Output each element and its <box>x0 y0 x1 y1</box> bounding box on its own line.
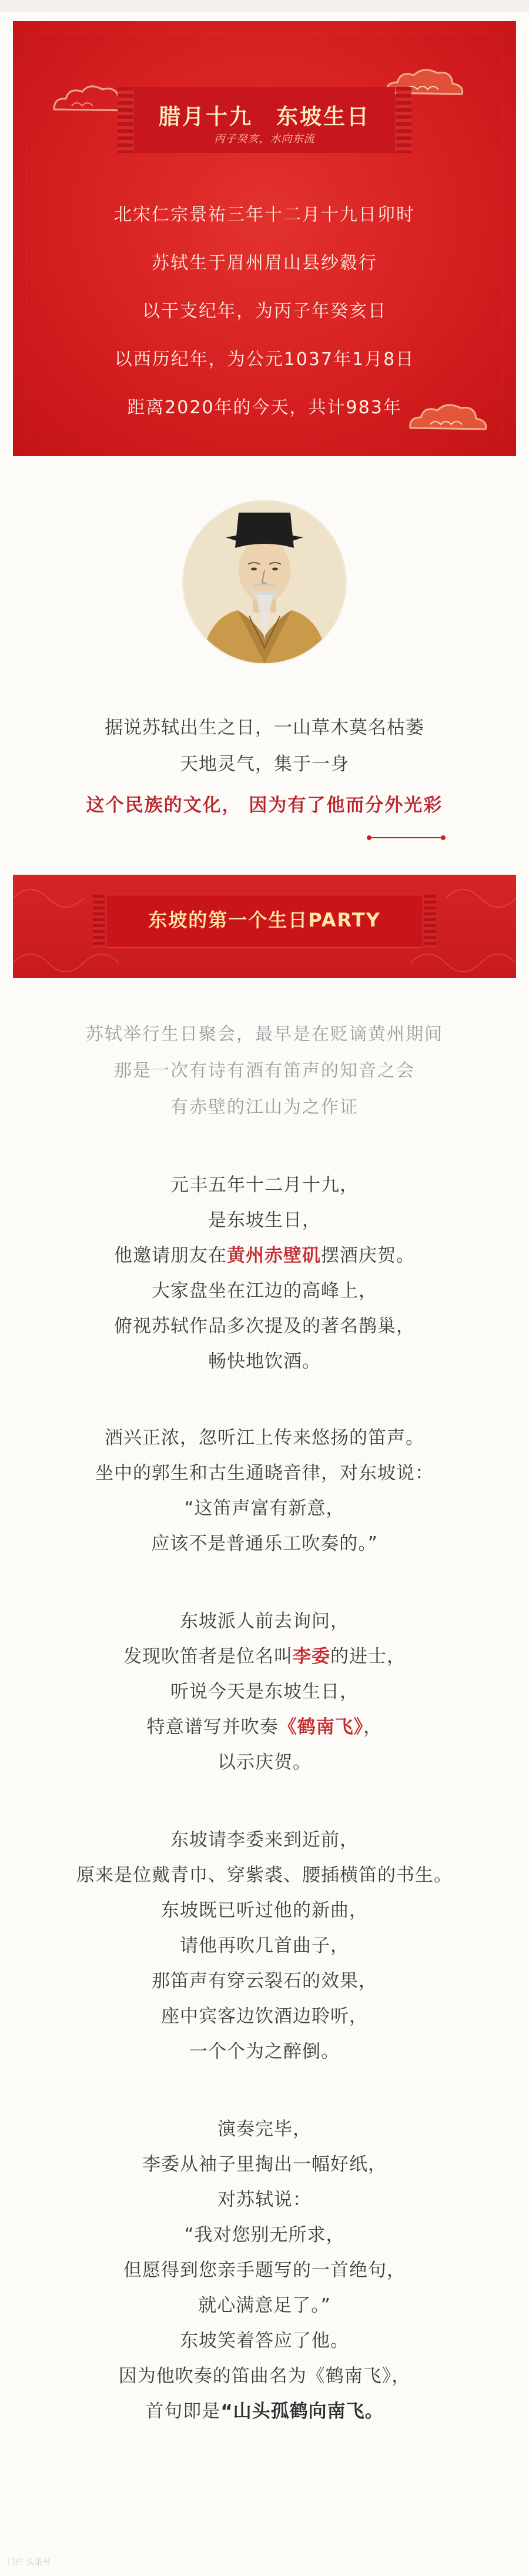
story-p1-line-3: 他邀请朋友在黄州赤壁矶摆酒庆贺。 <box>114 1245 415 1266</box>
section-banner <box>13 875 516 978</box>
story-p1-line-6: 畅快地饮酒。 <box>208 1351 321 1372</box>
story-p5-line-8: 因为他吹奏的笛曲名为《鹤南飞》， <box>118 2366 411 2387</box>
su-shi-portrait <box>183 501 346 663</box>
hero-title: 腊月十九 东坡生日 <box>159 104 370 129</box>
story-p4-line-7: 一个个为之醉倒。 <box>189 2041 340 2062</box>
story-p2-line-4: 应该不是普通乐工吹奏的。” <box>151 1533 378 1554</box>
story-p5-line-1: 演奏完毕， <box>217 2119 312 2140</box>
story-p5-line-2: 李委从袖子里掏出一幅好纸， <box>142 2154 387 2175</box>
story-p4-line-3: 东坡既已听过他的新曲， <box>161 1900 368 1921</box>
hero-line-3: 以干支纪年，为丙子年癸亥日 <box>142 301 387 322</box>
story-p5-line-3: 对苏轼说： <box>217 2189 312 2210</box>
intro-line-2: 天地灵气，集于一身 <box>180 754 349 775</box>
story-p2-line-1: 酒兴正浓，忽听江上传来悠扬的笛声。 <box>105 1427 424 1448</box>
place-highlight: 黄州赤壁矶 <box>227 1245 321 1266</box>
lead-line-1: 苏轼举行生日聚会，最早是在贬谪黄州期间 <box>86 1024 443 1045</box>
intro-line-1: 据说苏轼出生之日，一山草木莫名枯萎 <box>105 717 424 738</box>
source-watermark: 门户 头条号 <box>7 2558 51 2567</box>
story-p3-line-5: 以示庆贺。 <box>217 1752 312 1773</box>
hero-line-2: 苏轼生于眉州眉山县纱縠行 <box>152 253 377 273</box>
song-title-highlight: 《鹤南飞》 <box>278 1717 364 1738</box>
story-p1-line-4: 大家盘坐在江边的高峰上， <box>152 1280 377 1302</box>
hero-line-1: 北宋仁宗景祐三年十二月十九日卯时 <box>114 205 415 225</box>
story-p5-line-7: 东坡笑着答应了他。 <box>180 2330 349 2351</box>
lead-line-3: 有赤壁的江山为之作证 <box>170 1097 359 1118</box>
story-p1-line-2: 是东坡生日， <box>208 1210 321 1231</box>
story-p4-line-6: 座中宾客边饮酒边聆听， <box>161 2006 368 2027</box>
story-p1-line-5: 俯视苏轼作品多次提及的著名鹊巢， <box>114 1316 415 1337</box>
story-p3-line-2: 发现吹笛者是位名叫李委的进士， <box>123 1646 406 1667</box>
section-title: 东坡的第一个生日PARTY <box>148 909 381 931</box>
story-p1-line-1: 元丰五年十二月十九， <box>170 1175 359 1196</box>
story-p3-line-1: 东坡派人前去询问， <box>180 1611 349 1632</box>
story-p4-line-1: 东坡请李委来到近前， <box>170 1829 359 1851</box>
story-p4-line-4: 请他再吹几首曲子， <box>180 1935 349 1956</box>
story-p4-line-2: 原来是位戴青巾、穿紫裘、腰插横笛的书生。 <box>76 1865 453 1886</box>
name-highlight: 李委 <box>293 1646 330 1667</box>
story-p4-line-5: 那笛声有穿云裂石的效果， <box>152 1971 377 1992</box>
story-p2-line-2: 坐中的郭生和古生通晓音律，对东坡说： <box>95 1463 434 1484</box>
poem-line-highlight: “山头孤鹤向南飞。 <box>220 2401 384 2422</box>
portrait-illustration <box>183 501 346 663</box>
lead-line-2: 那是一次有诗有酒有笛声的知音之会 <box>114 1060 415 1081</box>
hero-line-4: 以西历纪年，为公元1037年1月8日 <box>114 349 415 370</box>
hero-subtitle: 丙子癸亥，水向东流 <box>214 133 315 145</box>
intro-emphasis: 这个民族的文化， 因为有了他而分外光彩 <box>86 795 443 816</box>
hero-line-5: 距离2020年的今天，共计983年 <box>127 397 402 418</box>
story-p5-line-9: 首句即是“山头孤鹤向南飞。 <box>145 2401 384 2422</box>
story-p5-line-6: 就心满意足了。” <box>198 2295 331 2316</box>
story-p2-line-3: “这笛声富有新意， <box>184 1498 345 1519</box>
story-p5-line-4: “我对您别无所求， <box>184 2224 345 2246</box>
red-divider <box>0 837 529 838</box>
story-p3-line-3: 听说今天是东坡生日， <box>170 1681 359 1702</box>
story-p3-line-4: 特意谱写并吹奏《鹤南飞》， <box>146 1717 383 1738</box>
story-p5-line-5: 但愿得到您亲手题写的一首绝句， <box>123 2260 406 2281</box>
birthday-hero-card <box>13 21 516 456</box>
